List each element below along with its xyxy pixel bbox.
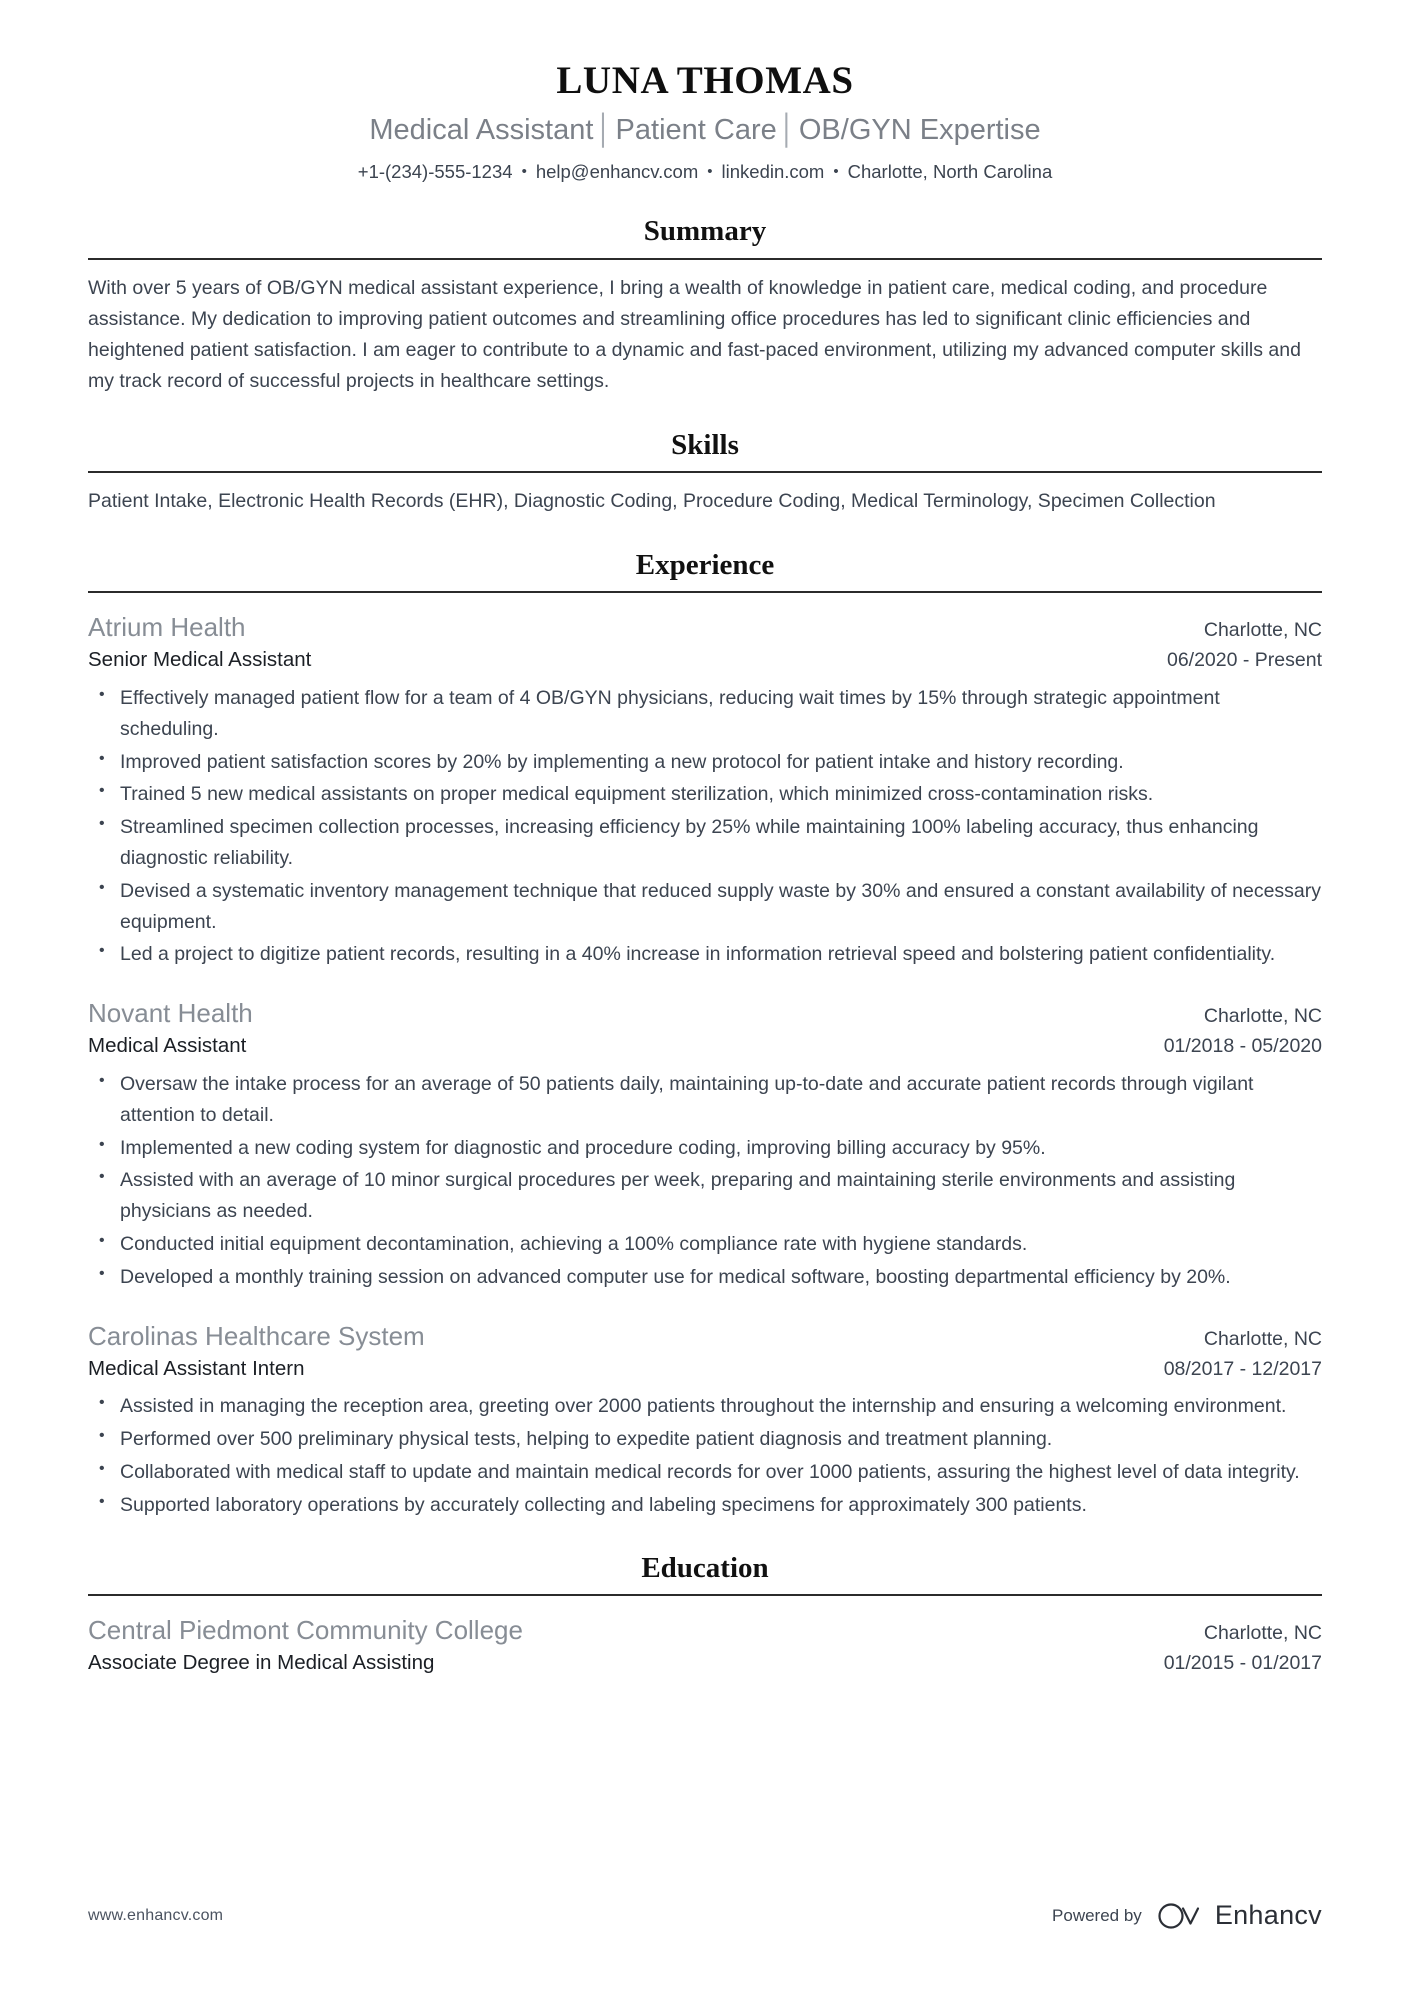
headline-separator-1: │ [595,114,614,147]
contact-info [88,160,1322,184]
powered-by-label: Powered by [1052,1905,1142,1925]
list-item: • Devised a systematic inventory management technique that reduced supply waste by 30% and ensured a constant availability of necessary equipment. [88,876,1322,938]
experience-body [88,593,1322,1520]
contact-phone[interactable]: +1-(234)-555-1234 [357,160,513,182]
contact-separator-1: • [521,162,527,180]
section-experience [88,548,1322,1521]
experience-organization: Carolinas Healthcare System [88,1320,425,1351]
experience-location: Charlotte, NC [1203,619,1322,642]
skills-text: Patient Intake, Electronic Health Records (EHR), Diagnostic Coding, Procedure Coding, Medical Terminology, Specimen Collection [88,490,1216,513]
education-dates: 01/2015 - 01/2017 [1163,1652,1322,1675]
enhancv-mark-icon [1156,1901,1206,1931]
education-entry-subheader [88,1649,1322,1677]
experience-entry [88,610,1322,970]
footer-branding [1052,1900,1322,1931]
list-item: • Supported laboratory operations by accurately collecting and labeling specimens for approximately 300 patients. [88,1490,1322,1521]
list-item: • Implemented a new coding system for diagnostic and procedure coding, improving billing accuracy by 95%. [88,1133,1322,1164]
education-location: Charlotte, NC [1203,1622,1322,1645]
education-entry [88,1613,1322,1677]
professional-headline [88,112,1322,150]
contact-separator-2: • [707,162,713,180]
list-item: • Developed a monthly training session on advanced computer use for medical software, boosting departmental efficiency by 20%. [88,1262,1322,1293]
summary-body [88,260,1322,398]
education-body [88,1596,1322,1677]
experience-bullet-list [88,683,1322,970]
experience-organization: Novant Health [88,998,253,1029]
section-summary [88,214,1322,398]
headline-separator-2: │ [778,114,797,147]
experience-bullet-list [88,1391,1322,1520]
section-skills [88,428,1322,518]
experience-entry-header [88,610,1322,645]
contact-separator-3: • [833,162,839,180]
section-education [88,1551,1322,1678]
education-entry-header [88,1613,1322,1648]
enhancv-brand-name: Enhancv [1214,1900,1322,1930]
enhancv-logo [1156,1900,1322,1931]
page-title: LUNA THOMAS [556,59,854,102]
list-item: • Improved patient satisfaction scores by 20% by implementing a new protocol for patient intake and history recording. [88,747,1322,778]
contact-linkedin[interactable]: linkedin.com [721,160,825,182]
list-item: • Collaborated with medical staff to update and maintain medical records for over 1000 patients, assuring the highest level of data integrity. [88,1457,1322,1488]
resume-header [88,0,1322,184]
section-heading-skills: Skills [671,428,739,461]
experience-entry-header [88,996,1322,1031]
experience-location: Charlotte, NC [1203,1005,1322,1028]
summary-text: With over 5 years of OB/GYN medical assistant experience, I bring a wealth of knowledge in patient care, medical coding, and procedure assistance. My dedication to improving patient outcomes and streamlining office procedures has led to significant clinic efficiencies and heightened patient satisfaction. I am eager to contribute to a dynamic and fast-paced environment, utilizing my advanced computer skills and my track record of successful projects in healthcare settings. [88,276,1301,393]
headline-part-1: Medical Assistant [369,114,594,147]
list-item: • Oversaw the intake process for an average of 50 patients daily, maintaining up-to-date and accurate patient records through vigilant attention to detail. [88,1069,1322,1131]
experience-job-title: Senior Medical Assistant [88,648,312,672]
experience-entry-header [88,1319,1322,1354]
experience-dates: 06/2020 - Present [1166,649,1322,672]
experience-dates: 01/2018 - 05/2020 [1163,1035,1322,1058]
experience-organization: Atrium Health [88,612,246,643]
experience-entry-subheader [88,1032,1322,1060]
experience-job-title: Medical Assistant Intern [88,1356,305,1380]
experience-entry-subheader [88,646,1322,674]
list-item: • Conducted initial equipment decontamination, achieving a 100% compliance rate with hygiene standards. [88,1229,1322,1260]
list-item: • Assisted with an average of 10 minor surgical procedures per week, preparing and maintaining sterile environments and assisting physicians as needed. [88,1165,1322,1227]
skills-body [88,473,1322,517]
section-heading-summary: Summary [643,214,767,247]
section-heading-experience: Experience [635,548,775,581]
list-item: • Led a project to digitize patient records, resulting in a 40% increase in information retrieval speed and bolstering patient confidentiality. [88,939,1322,970]
experience-job-title: Medical Assistant [88,1034,247,1058]
list-item: • Performed over 500 preliminary physical tests, helping to expedite patient diagnosis and treatment planning. [88,1424,1322,1455]
headline-part-2: Patient Care [615,114,777,147]
experience-entry [88,1319,1322,1521]
list-item: • Streamlined specimen collection processes, increasing efficiency by 25% while maintaining 100% labeling accuracy, thus enhancing diagnostic reliability. [88,812,1322,874]
headline-part-3: OB/GYN Expertise [798,114,1041,147]
list-item: • Trained 5 new medical assistants on proper medical equipment sterilization, which minimized cross-contamination risks. [88,779,1322,810]
contact-location: Charlotte, North Carolina [847,160,1053,182]
experience-dates: 08/2017 - 12/2017 [1163,1357,1322,1380]
footer-website-link[interactable]: www.enhancv.com [88,1906,224,1924]
education-institution: Central Piedmont Community College [88,1615,523,1646]
experience-bullet-list [88,1069,1322,1293]
experience-entry [88,996,1322,1292]
section-heading-education: Education [641,1551,769,1584]
experience-location: Charlotte, NC [1203,1327,1322,1350]
experience-entry-subheader [88,1355,1322,1383]
education-degree: Associate Degree in Medical Assisting [88,1651,435,1675]
page-footer [88,1900,1322,1931]
list-item: • Effectively managed patient flow for a team of 4 OB/GYN physicians, reducing wait times by 15% through strategic appointment scheduling. [88,683,1322,745]
contact-email[interactable]: help@enhancv.com [535,160,699,182]
list-item: • Assisted in managing the reception area, greeting over 2000 patients throughout the internship and ensuring a welcoming environment. [88,1391,1322,1422]
